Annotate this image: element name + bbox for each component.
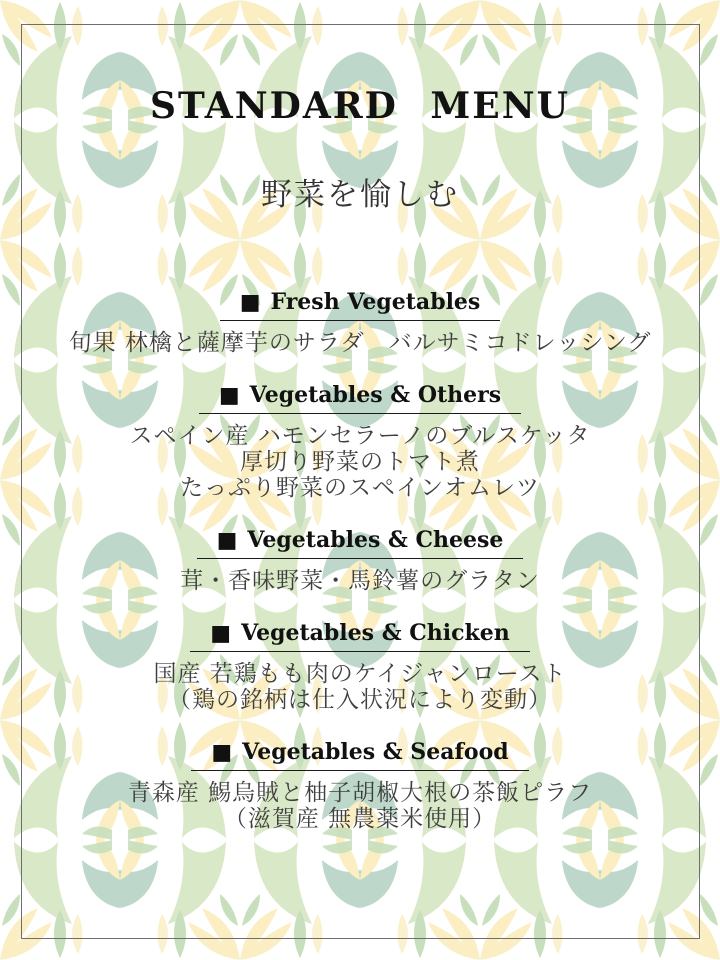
section-bullet-icon: ■ [239,289,261,315]
menu-item: たっぷり野菜のスペインオムレツ [180,475,540,501]
section-label: Vegetables & Chicken [241,620,510,646]
menu-section-vegetables-cheese [0,529,720,594]
section-heading-underline [191,741,528,771]
section-heading-underline [190,622,529,652]
menu-item: 国産 若鶏もも肉のケイジャンロースト [153,661,567,687]
section-title [0,622,720,652]
section-items [0,568,720,594]
menu-section-fresh-vegetables [0,291,720,356]
section-bullet-icon: ■ [211,739,233,765]
section-label: Vegetables & Cheese [247,527,504,553]
menu-section-vegetables-others [0,384,720,501]
menu-section-vegetables-seafood [0,741,720,832]
section-title [0,384,720,414]
section-bullet-icon: ■ [216,527,238,553]
section-title [0,741,720,771]
section-heading-underline [220,291,501,321]
menu-item: 茸・香味野菜・馬鈴薯のグラタン [180,568,540,594]
section-items [0,661,720,713]
menu-item: （滋賀産 無農薬米使用） [223,806,497,832]
menu-item: 厚切り野菜のトマト煮 [240,449,480,475]
section-label: Vegetables & Others [249,382,502,408]
section-items [0,330,720,356]
menu-item: 青森産 鯣烏賊と柚子胡椒大根の茶飯ピラフ [127,780,593,806]
section-items [0,780,720,832]
section-items [0,423,720,501]
menu-item: 旬果 林檎と薩摩芋のサラダ バルサミコドレッシング [68,330,652,356]
section-label: Vegetables & Seafood [242,739,509,765]
section-title [0,291,720,321]
menu-section-vegetables-chicken [0,622,720,713]
menu-item: スペイン産 ハモンセラーノのブルスケッタ [129,423,591,449]
section-heading-underline [199,384,521,414]
section-bullet-icon: ■ [218,382,240,408]
section-label: Fresh Vegetables [270,289,481,315]
section-heading-underline [197,529,524,559]
section-title [0,529,720,559]
page-title: STANDARD MENU [149,85,571,127]
menu-item: （鶏の銘柄は仕入状況により変動） [168,687,552,713]
section-bullet-icon: ■ [210,620,232,646]
page-subtitle: 野菜を愉しむ [261,177,459,213]
